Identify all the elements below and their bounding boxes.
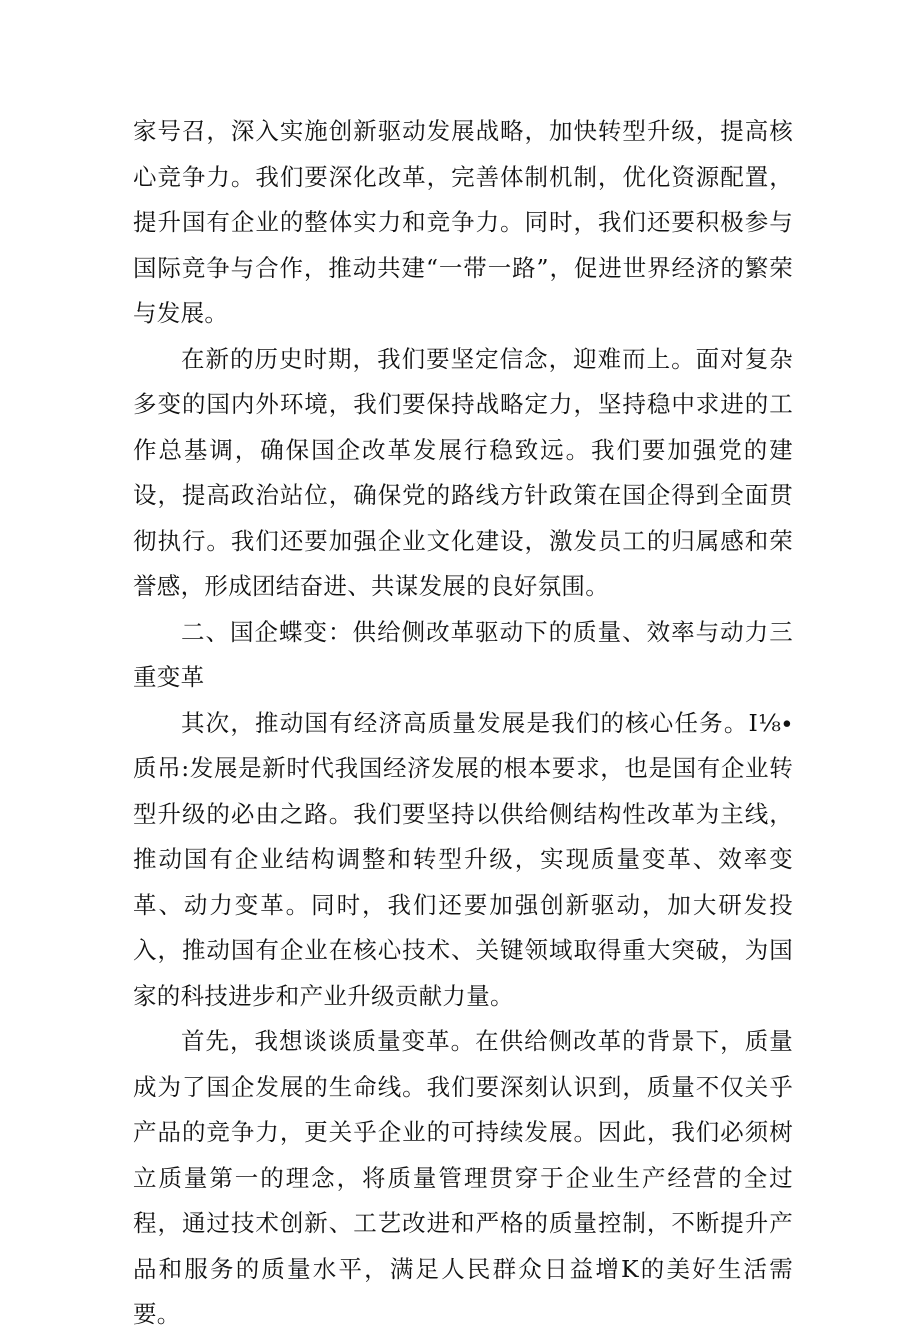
document-body xyxy=(133,109,793,1338)
paragraph-quality-reform: 首先，我想谈谈质量变革。在供给侧改革的背景下，质量成为了国企发展的生命线。我们要深刻认识到，质量不仅关乎产品的竞争力，更关乎企业的可持续发展。因此，我们必须树立质量第一的理念，将质量管理贯穿于企业生产经营的全过程，通过技术创新、工艺改进和严格的质量控制，不断提升产品和服务的质量水平，满足人民群众日益增K的美好生活需要。 xyxy=(133,1027,793,1328)
paragraph-continuation: 家号召，深入实施创新驱动发展战略，加快转型升级，提高核心竞争力。我们要深化改革，完善体制机制，优化资源配置，提升国有企业的整体实力和竞争力。同时，我们还要积极参与国际竞争与合作，推动共建“一带一路”，促进世界经济的繁荣与发展。 xyxy=(133,117,793,327)
section-heading: 二、国企蝶变：供给侧改革驱动下的质量、效率与动力三重变革 xyxy=(133,617,793,691)
paragraph-new-era: 在新的历史时期，我们要坚定信念，迎难而上。面对复杂多变的国内外环境，我们要保持战略定力，坚持稳中求进的工作总基调，确保国企改革发展行稳致远。我们要加强党的建设，提高政治站位，确保党的路线方针政策在国企得到全面贯彻执行。我们还要加强企业文化建设，激发员工的归属感和荣誉感，形成团结奋进、共谋发展的良好氛围。 xyxy=(133,344,793,600)
paragraph-high-quality-development: 其次，推动国有经济高质量发展是我们的核心任务。I⅛∙质吊:发展是新时代我国经济发展的根本要求，也是国有企业转型升级的必由之路。我们要坚持以供给侧结构性改革为主线，推动国有企业结构调整和转型升级，实现质量变革、效率变革、动力变革。同时，我们还要加强创新驱动，加大研发投入，推动国有企业在核心技术、关键领域取得重大突破，为国家的科技进步和产业升级贡献力量。 xyxy=(133,708,793,1010)
